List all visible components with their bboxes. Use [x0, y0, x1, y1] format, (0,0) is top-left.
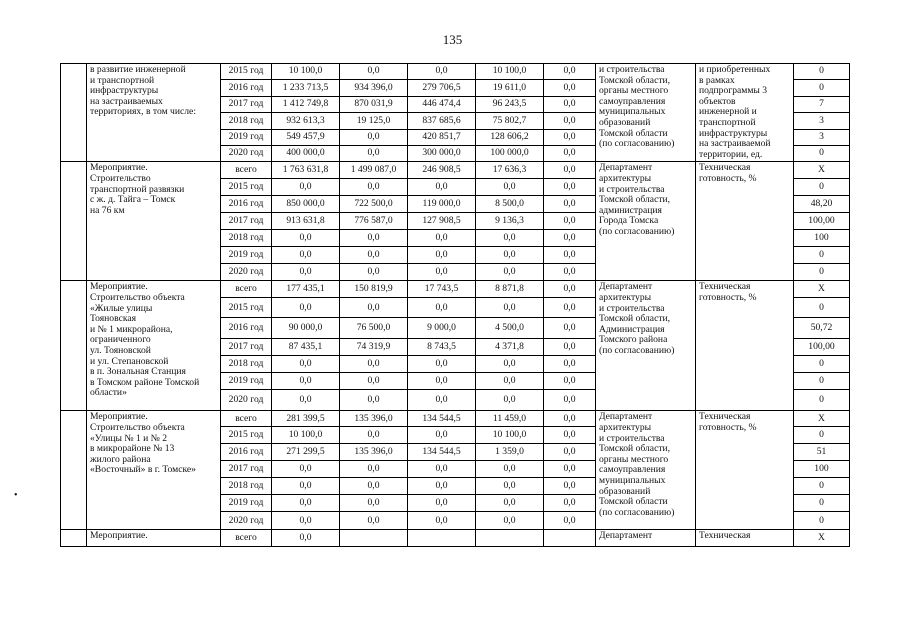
local-cell: 100 000,0	[476, 145, 544, 161]
other-cell: 0,0	[544, 96, 596, 112]
other-cell: 0,0	[544, 373, 596, 390]
indicator-value-cell: 3	[794, 113, 850, 129]
regional-cell: 0,0	[408, 64, 476, 80]
local-cell: 8 500,0	[476, 196, 544, 213]
indicator-value-cell: 0	[794, 478, 850, 495]
period-cell: 2015 год	[221, 298, 272, 318]
indicator-value-cell: 100,00	[794, 213, 850, 230]
page-number: 135	[442, 32, 463, 47]
federal-cell: 0,0	[340, 461, 408, 478]
other-cell: 0,0	[544, 478, 596, 495]
local-cell: 11 459,0	[476, 411, 544, 427]
regional-cell: 0,0	[408, 298, 476, 318]
federal-cell: 0,0	[340, 298, 408, 318]
other-cell: 0,0	[544, 411, 596, 427]
local-cell: 0,0	[476, 230, 544, 247]
executor-cell: и строительства Томской области, органы местного самоуправления муниципальных образований Томской области (по согласованию)	[596, 64, 696, 162]
federal-cell: 0,0	[340, 478, 408, 495]
executor-cell: Департамент	[596, 530, 696, 547]
other-cell: 0,0	[544, 390, 596, 411]
total-cell: 0,0	[272, 461, 340, 478]
other-cell: 0,0	[544, 213, 596, 230]
row-number-cell	[61, 530, 87, 547]
measure-description: в развитие инженерной и транспортной инфраструктуры на застраиваемых территориях, в том числе:	[87, 64, 221, 162]
indicator-cell: Техническая готовность, %	[696, 281, 794, 411]
federal-cell: 0,0	[340, 264, 408, 281]
period-cell: 2017 год	[221, 461, 272, 478]
regional-cell: 119 000,0	[408, 196, 476, 213]
local-cell: 0,0	[476, 264, 544, 281]
federal-cell: 76 500,0	[340, 318, 408, 339]
period-cell: 2020 год	[221, 264, 272, 281]
total-cell: 0,0	[272, 230, 340, 247]
regional-cell: 8 743,5	[408, 339, 476, 356]
regional-cell: 127 908,5	[408, 213, 476, 230]
indicator-cell: Техническая	[696, 530, 794, 547]
total-cell: 10 100,0	[272, 64, 340, 80]
local-cell: 96 243,5	[476, 96, 544, 112]
period-cell: 2015 год	[221, 427, 272, 444]
regional-cell: 0,0	[408, 495, 476, 512]
indicator-value-cell: 0	[794, 373, 850, 390]
other-cell: 0,0	[544, 129, 596, 145]
table-row	[61, 162, 850, 179]
period-cell: всего	[221, 162, 272, 179]
indicator-value-cell: 51	[794, 444, 850, 461]
other-cell: 0,0	[544, 495, 596, 512]
federal-cell: 870 031,9	[340, 96, 408, 112]
indicator-value-cell: 48,20	[794, 196, 850, 213]
other-cell: 0,0	[544, 247, 596, 264]
regional-cell: 0,0	[408, 264, 476, 281]
indicator-cell: Техническая готовность, %	[696, 411, 794, 530]
stray-mark: •	[14, 490, 18, 501]
row-number-cell	[61, 162, 87, 281]
table-row	[61, 281, 850, 298]
local-cell: 0,0	[476, 247, 544, 264]
federal-cell: 150 819,9	[340, 281, 408, 298]
other-cell: 0,0	[544, 64, 596, 80]
local-cell: 4 371,8	[476, 339, 544, 356]
federal-cell: 0,0	[340, 145, 408, 161]
regional-cell: 0,0	[408, 512, 476, 530]
total-cell: 850 000,0	[272, 196, 340, 213]
local-cell: 128 606,2	[476, 129, 544, 145]
regional-cell: 0,0	[408, 478, 476, 495]
local-cell: 0,0	[476, 390, 544, 411]
indicator-value-cell: 0	[794, 298, 850, 318]
local-cell: 0,0	[476, 356, 544, 373]
local-cell: 1 359,0	[476, 444, 544, 461]
total-cell: 177 435,1	[272, 281, 340, 298]
other-cell: 0,0	[544, 298, 596, 318]
total-cell: 1 763 631,8	[272, 162, 340, 179]
local-cell: 0,0	[476, 179, 544, 196]
local-cell: 0,0	[476, 298, 544, 318]
other-cell: 0,0	[544, 444, 596, 461]
federal-cell: 0,0	[340, 495, 408, 512]
table-row	[61, 411, 850, 427]
total-cell: 281 399,5	[272, 411, 340, 427]
local-cell: 4 500,0	[476, 318, 544, 339]
period-cell: 2018 год	[221, 356, 272, 373]
regional-cell: 446 474,4	[408, 96, 476, 112]
indicator-value-cell: 0	[794, 64, 850, 80]
table-row	[61, 530, 850, 547]
regional-cell: 837 685,6	[408, 113, 476, 129]
local-cell: 0,0	[476, 478, 544, 495]
total-cell: 913 631,8	[272, 213, 340, 230]
other-cell: 0,0	[544, 113, 596, 129]
other-cell: 0,0	[544, 281, 596, 298]
indicator-value-cell: 100,00	[794, 339, 850, 356]
total-cell: 0,0	[272, 390, 340, 411]
local-cell: 17 636,3	[476, 162, 544, 179]
total-cell: 0,0	[272, 512, 340, 530]
federal-cell: 0,0	[340, 230, 408, 247]
regional-cell: 0,0	[408, 373, 476, 390]
regional-cell: 279 706,5	[408, 80, 476, 96]
period-cell: 2016 год	[221, 80, 272, 96]
regional-cell: 300 000,0	[408, 145, 476, 161]
total-cell: 0,0	[272, 495, 340, 512]
period-cell: 2016 год	[221, 196, 272, 213]
federal-cell: 722 500,0	[340, 196, 408, 213]
regional-cell: 17 743,5	[408, 281, 476, 298]
other-cell: 0,0	[544, 80, 596, 96]
other-cell: 0,0	[544, 162, 596, 179]
local-cell: 0,0	[476, 461, 544, 478]
federal-cell: 1 499 087,0	[340, 162, 408, 179]
local-cell: 0,0	[476, 373, 544, 390]
table-body	[61, 64, 850, 547]
federal-cell: 934 396,0	[340, 80, 408, 96]
other-cell: 0,0	[544, 461, 596, 478]
total-cell: 0,0	[272, 264, 340, 281]
period-cell: всего	[221, 281, 272, 298]
period-cell: 2015 год	[221, 64, 272, 80]
local-cell: 0,0	[476, 495, 544, 512]
indicator-value-cell: 0	[794, 390, 850, 411]
total-cell: 10 100,0	[272, 427, 340, 444]
period-cell: 2017 год	[221, 213, 272, 230]
indicator-value-cell: 0	[794, 495, 850, 512]
total-cell: 90 000,0	[272, 318, 340, 339]
indicator-value-cell: X	[794, 411, 850, 427]
row-number-cell	[61, 64, 87, 162]
indicator-value-cell: X	[794, 162, 850, 179]
period-cell: 2016 год	[221, 318, 272, 339]
executor-cell: Департамент архитектуры и строительства Томской области, администрация Города Томска (по согласованию)	[596, 162, 696, 281]
other-cell: 0,0	[544, 179, 596, 196]
other-cell: 0,0	[544, 427, 596, 444]
regional-cell	[408, 530, 476, 547]
federal-cell: 74 319,9	[340, 339, 408, 356]
indicator-value-cell: 0	[794, 356, 850, 373]
regional-cell: 246 908,5	[408, 162, 476, 179]
indicator-value-cell: 0	[794, 427, 850, 444]
federal-cell: 0,0	[340, 427, 408, 444]
local-cell: 8 871,8	[476, 281, 544, 298]
total-cell: 0,0	[272, 298, 340, 318]
total-cell: 549 457,9	[272, 129, 340, 145]
federal-cell: 135 396,0	[340, 411, 408, 427]
regional-cell: 0,0	[408, 179, 476, 196]
federal-cell: 0,0	[340, 179, 408, 196]
indicator-value-cell: 3	[794, 129, 850, 145]
indicator-value-cell: 0	[794, 512, 850, 530]
regional-cell: 134 544,5	[408, 411, 476, 427]
row-number-cell	[61, 281, 87, 411]
period-cell: 2019 год	[221, 129, 272, 145]
other-cell: 0,0	[544, 196, 596, 213]
local-cell: 0,0	[476, 512, 544, 530]
table-row	[61, 64, 850, 80]
period-cell: всего	[221, 530, 272, 547]
measure-description: Мероприятие. Строительство объекта «Улицы № 1 и № 2 в микрорайоне № 13 жилого района «Восточный» в г. Томске»	[87, 411, 221, 530]
other-cell: 0,0	[544, 230, 596, 247]
executor-cell: Департамент архитектуры и строительства Томской области, Администрация Томского района (по согласованию)	[596, 281, 696, 411]
federal-cell: 0,0	[340, 390, 408, 411]
total-cell: 271 299,5	[272, 444, 340, 461]
measure-description: Мероприятие. Строительство объекта «Жилые улицы Тояновская и № 1 микрорайона, ограниченного ул. Тояновской и ул. Степановской в п. Зональная Станция в Томском районе Томской области»	[87, 281, 221, 411]
federal-cell: 0,0	[340, 512, 408, 530]
total-cell: 0,0	[272, 530, 340, 547]
other-cell: 0,0	[544, 145, 596, 161]
indicator-value-cell: 0	[794, 179, 850, 196]
federal-cell: 0,0	[340, 356, 408, 373]
total-cell: 400 000,0	[272, 145, 340, 161]
indicator-cell: и приобретенных в рамках подпрограммы 3 объектов инженерной и транспортной инфраструктуры на застраиваемой территории, ед.	[696, 64, 794, 162]
indicator-value-cell: X	[794, 530, 850, 547]
regional-cell: 420 851,7	[408, 129, 476, 145]
measure-description: Мероприятие.	[87, 530, 221, 547]
period-cell: 2016 год	[221, 444, 272, 461]
indicator-value-cell: X	[794, 281, 850, 298]
other-cell: 0,0	[544, 318, 596, 339]
federal-cell: 0,0	[340, 373, 408, 390]
other-cell: 0,0	[544, 339, 596, 356]
local-cell: 9 136,3	[476, 213, 544, 230]
period-cell: 2019 год	[221, 247, 272, 264]
other-cell: 0,0	[544, 264, 596, 281]
program-table	[60, 63, 850, 547]
other-cell: 0,0	[544, 512, 596, 530]
federal-cell: 135 396,0	[340, 444, 408, 461]
period-cell: всего	[221, 411, 272, 427]
regional-cell: 0,0	[408, 247, 476, 264]
indicator-cell: Техническая готовность, %	[696, 162, 794, 281]
other-cell: 0,0	[544, 356, 596, 373]
indicator-value-cell: 0	[794, 145, 850, 161]
indicator-value-cell: 0	[794, 264, 850, 281]
total-cell: 87 435,1	[272, 339, 340, 356]
total-cell: 1 233 713,5	[272, 80, 340, 96]
period-cell: 2018 год	[221, 230, 272, 247]
indicator-value-cell: 0	[794, 80, 850, 96]
regional-cell: 0,0	[408, 356, 476, 373]
period-cell: 2020 год	[221, 512, 272, 530]
total-cell: 0,0	[272, 478, 340, 495]
period-cell: 2019 год	[221, 495, 272, 512]
other-cell	[544, 530, 596, 547]
local-cell: 10 100,0	[476, 64, 544, 80]
indicator-value-cell: 50,72	[794, 318, 850, 339]
regional-cell: 134 544,5	[408, 444, 476, 461]
indicator-value-cell: 0	[794, 247, 850, 264]
federal-cell: 0,0	[340, 129, 408, 145]
total-cell: 0,0	[272, 179, 340, 196]
regional-cell: 0,0	[408, 230, 476, 247]
measure-description: Мероприятие. Строительство транспортной развязки с ж. д. Тайга – Томск на 76 км	[87, 162, 221, 281]
indicator-value-cell: 100	[794, 461, 850, 478]
federal-cell: 0,0	[340, 64, 408, 80]
period-cell: 2015 год	[221, 179, 272, 196]
local-cell: 10 100,0	[476, 427, 544, 444]
total-cell: 0,0	[272, 356, 340, 373]
period-cell: 2020 год	[221, 145, 272, 161]
total-cell: 0,0	[272, 247, 340, 264]
total-cell: 1 412 749,8	[272, 96, 340, 112]
regional-cell: 0,0	[408, 461, 476, 478]
federal-cell: 0,0	[340, 247, 408, 264]
federal-cell: 776 587,0	[340, 213, 408, 230]
total-cell: 932 613,3	[272, 113, 340, 129]
period-cell: 2019 год	[221, 373, 272, 390]
federal-cell	[340, 530, 408, 547]
executor-cell: Департамент архитектуры и строительства Томской области, органы местного самоуправления муниципальных образований Томской области (по согласованию)	[596, 411, 696, 530]
federal-cell: 19 125,0	[340, 113, 408, 129]
regional-cell: 9 000,0	[408, 318, 476, 339]
total-cell: 0,0	[272, 373, 340, 390]
local-cell: 19 611,0	[476, 80, 544, 96]
row-number-cell	[61, 411, 87, 530]
local-cell: 75 802,7	[476, 113, 544, 129]
local-cell	[476, 530, 544, 547]
regional-cell: 0,0	[408, 390, 476, 411]
period-cell: 2018 год	[221, 113, 272, 129]
period-cell: 2018 год	[221, 478, 272, 495]
period-cell: 2017 год	[221, 96, 272, 112]
period-cell: 2017 год	[221, 339, 272, 356]
indicator-value-cell: 100	[794, 230, 850, 247]
period-cell: 2020 год	[221, 390, 272, 411]
indicator-value-cell: 7	[794, 96, 850, 112]
regional-cell: 0,0	[408, 427, 476, 444]
